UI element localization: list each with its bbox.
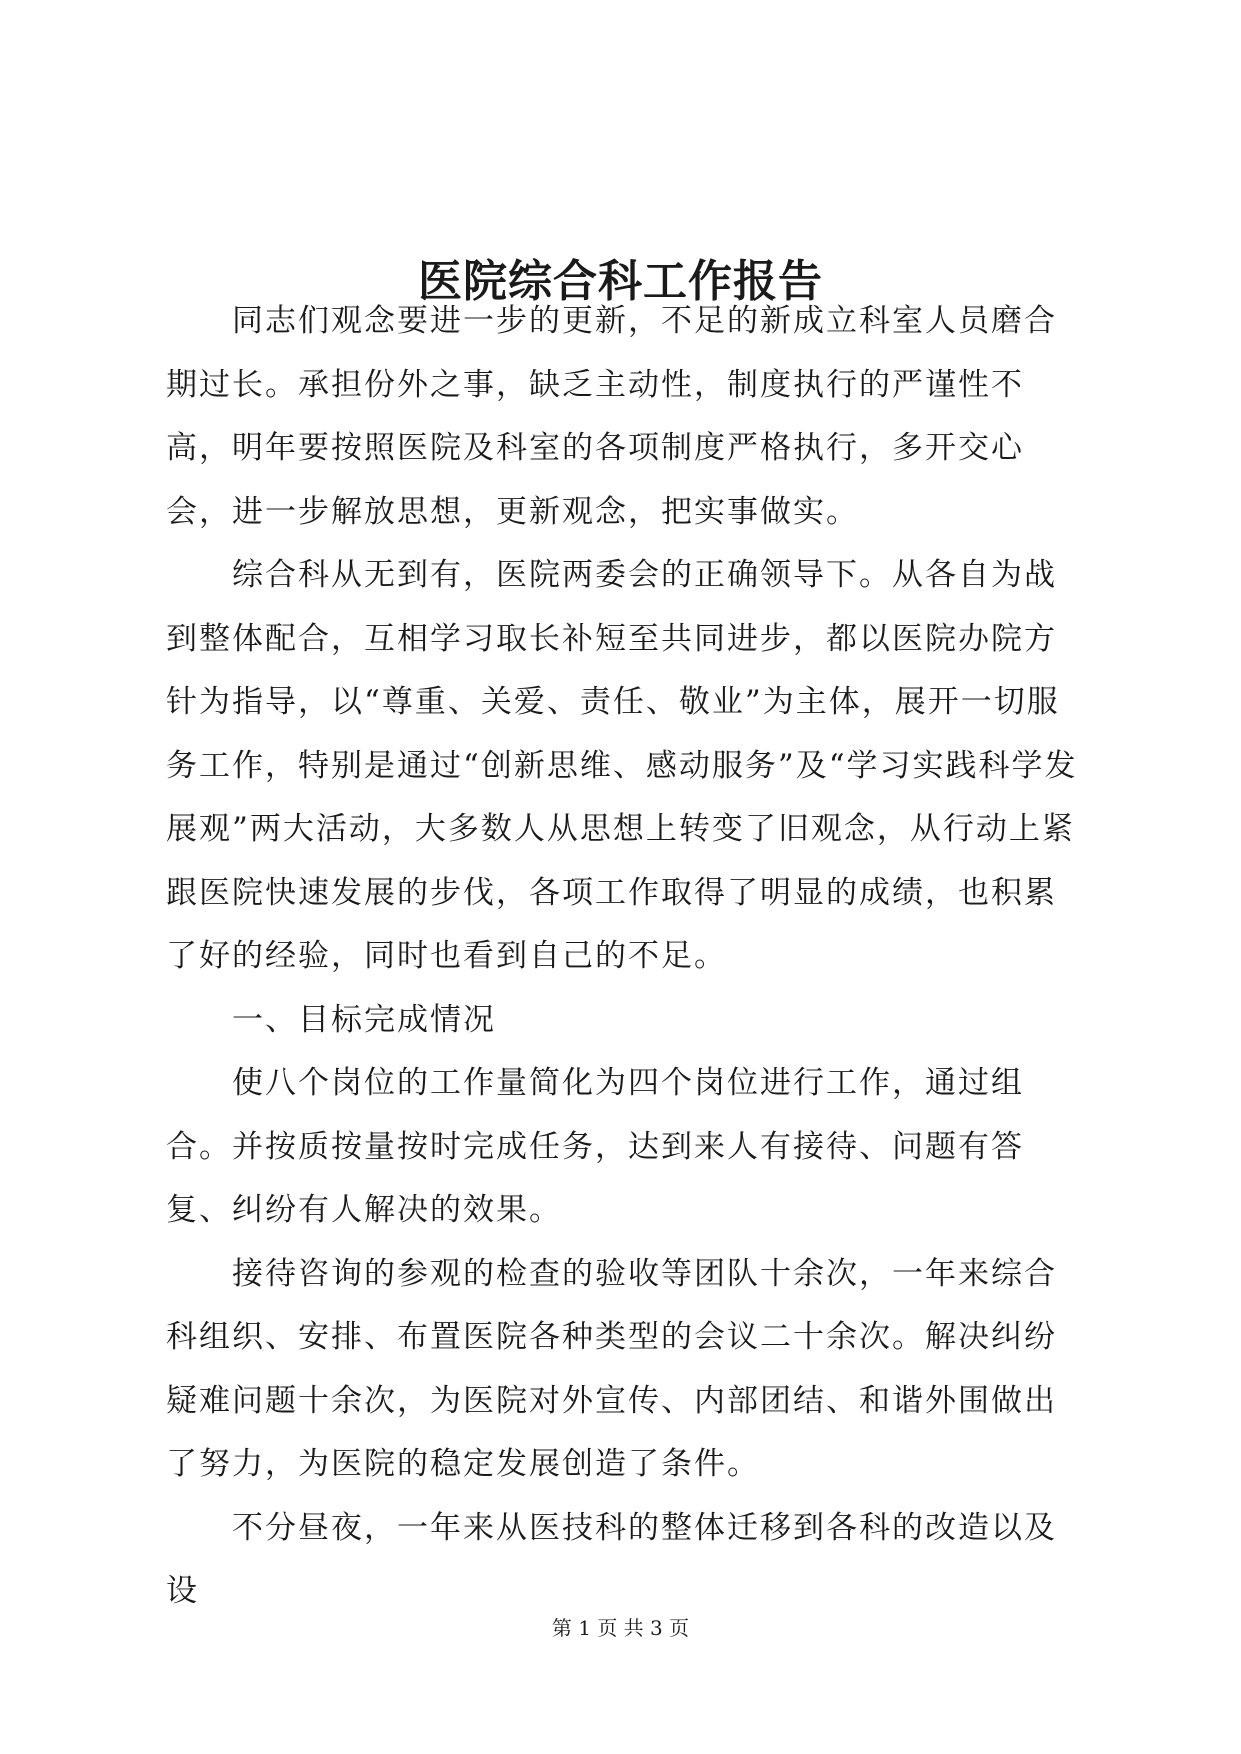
document-title: 医院综合科工作报告 [418, 256, 823, 308]
paragraph: 不分昼夜，一年来从医技科的整体迁移到各科的改造以及设 [166, 1509, 1057, 1609]
page-number-footer: 第 1 页 共 3 页 [551, 1616, 690, 1640]
document-body [166, 290, 1086, 1624]
paragraph: 接待咨询的参观的检查的验收等团队十余次，一年来综合科组织、安排、布置医院各种类型的会议二十余次。解决纠纷疑难问题十余次，为医院对外宣传、内部团结、和谐外围做出了努力，为医院的稳定发展创造了条件。 [166, 1255, 1057, 1482]
paragraph: 综合科从无到有，医院两委会的正确领导下。从各自为战到整体配合，互相学习取长补短至共同进步，都以医院办院方针为指导，以“尊重、关爱、责任、敬业”为主体，展开一切服务工作，特别是通过“创新思维、感动服务”及“学习实践科学发展观”两大活动，大多数人从思想上转变了旧观念，从行动上紧跟医院快速发展的步伐，各项工作取得了明显的成绩，也积累了好的经验，同时也看到自己的不足。 [166, 557, 1078, 974]
paragraph: 使八个岗位的工作量简化为四个岗位进行工作，通过组合。并按质按量按时完成任务，达到来人有接待、问题有答复、纠纷有人解决的效果。 [166, 1065, 1024, 1228]
paragraph: 同志们观念要进一步的更新，不足的新成立科室人员磨合期过长。承担份外之事，缺乏主动性，制度执行的严谨性不高，明年要按照医院及科室的各项制度严格执行，多开交心会，进一步解放思想，更新观念，把实事做实。 [166, 303, 1057, 530]
section-heading: 一、目标完成情况 [232, 1001, 496, 1038]
